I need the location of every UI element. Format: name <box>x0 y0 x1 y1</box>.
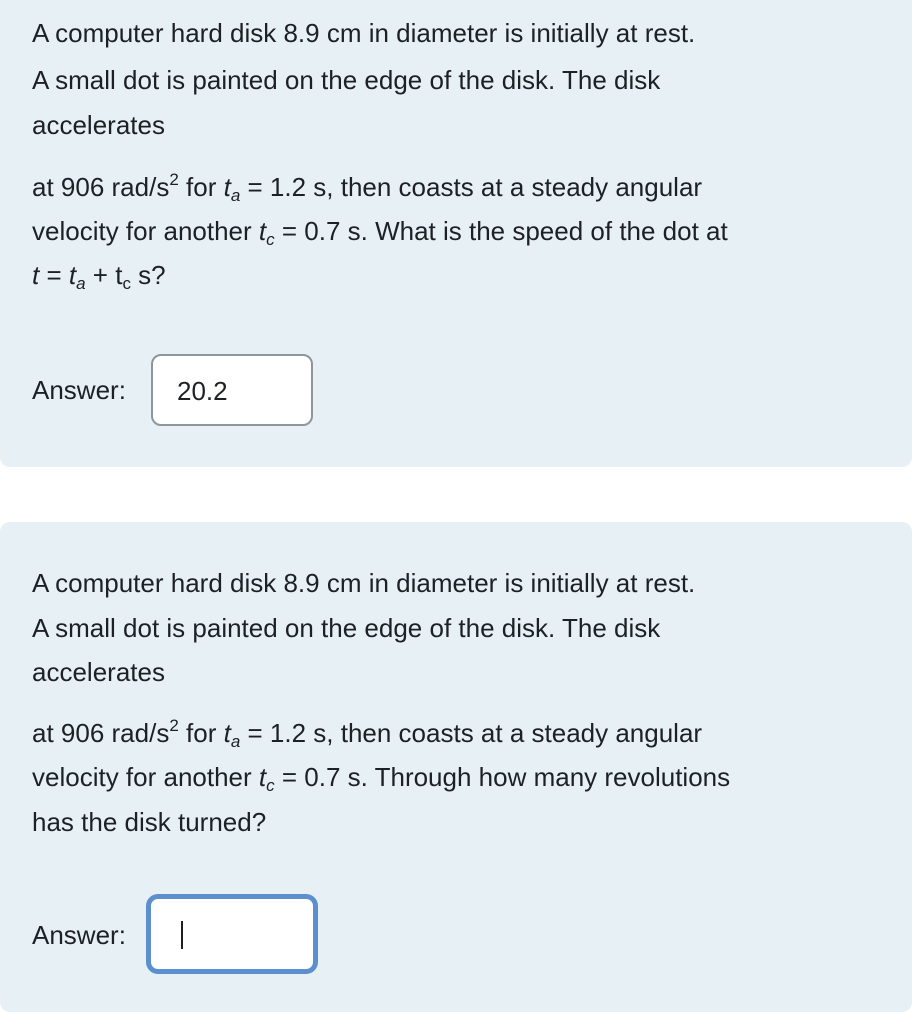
text-run: s? <box>130 260 166 290</box>
question-2-text-line-5 <box>32 762 731 795</box>
text-run: = 1.2 s, then coasts at a steady angular <box>240 172 703 202</box>
variable-t: t <box>258 762 267 792</box>
variable-t: t <box>223 172 231 202</box>
text-cursor <box>181 921 183 949</box>
variable-t: t <box>258 216 267 246</box>
subscript <box>231 186 240 205</box>
question-card-2 <box>0 522 912 1012</box>
subscript-a: a <box>230 732 241 751</box>
variable-t: t <box>223 718 231 748</box>
answer-2-input[interactable] <box>146 894 318 974</box>
subscript-c: c <box>266 230 275 249</box>
text-run: + t <box>85 260 123 290</box>
answer-2-label: Answer: <box>32 920 126 950</box>
answer-1-input[interactable] <box>151 354 313 426</box>
answer-1-value: 20.2 <box>177 376 228 406</box>
text-run: for <box>178 718 224 748</box>
subscript <box>76 274 85 293</box>
subscript-a: a <box>76 274 86 293</box>
subscript <box>266 230 275 249</box>
question-2-text-line-3: accelerates <box>32 657 165 687</box>
question-1-text-line-3: accelerates <box>32 110 165 140</box>
text-run: at 906 rad/s <box>32 718 170 748</box>
subscript <box>231 732 240 751</box>
variable-t: t <box>32 260 40 290</box>
text-run: = 0.7 s. Through how many revolutions <box>274 762 731 792</box>
text-run: = 1.2 s, then coasts at a steady angular <box>240 718 703 748</box>
question-2-text-line-4 <box>32 716 703 751</box>
text-run: velocity for another <box>32 216 259 246</box>
question-1-text-line-4 <box>32 170 703 205</box>
superscript: 2 <box>169 170 179 189</box>
text-run: = <box>39 260 69 290</box>
question-1-text-line-5 <box>32 216 728 249</box>
text-run: at 906 rad/s <box>32 172 170 202</box>
subscript-a: a <box>230 186 241 205</box>
text-run: = 0.7 s. What is the speed of the dot at <box>274 216 728 246</box>
question-2-text-line-1: A computer hard disk 8.9 cm in diameter is initially at rest. <box>32 568 696 598</box>
text-run: velocity for another <box>32 762 259 792</box>
answer-1-label: Answer: <box>32 375 126 405</box>
subscript-c: c <box>122 274 131 293</box>
subscript <box>266 776 275 795</box>
question-1-text-line-1: A computer hard disk 8.9 cm in diameter is initially at rest. <box>32 18 696 48</box>
question-card-1 <box>0 0 912 467</box>
question-1-text-line-6 <box>32 260 166 293</box>
text-run: for <box>178 172 224 202</box>
question-1-text-line-2: A small dot is painted on the edge of the disk. The disk <box>32 65 661 95</box>
question-2-text-line-2: A small dot is painted on the edge of the disk. The disk <box>32 613 661 643</box>
variable-t: t <box>68 260 77 290</box>
question-2-text-line-6: has the disk turned? <box>32 807 267 837</box>
subscript-c: c <box>266 776 275 795</box>
superscript: 2 <box>169 716 179 735</box>
